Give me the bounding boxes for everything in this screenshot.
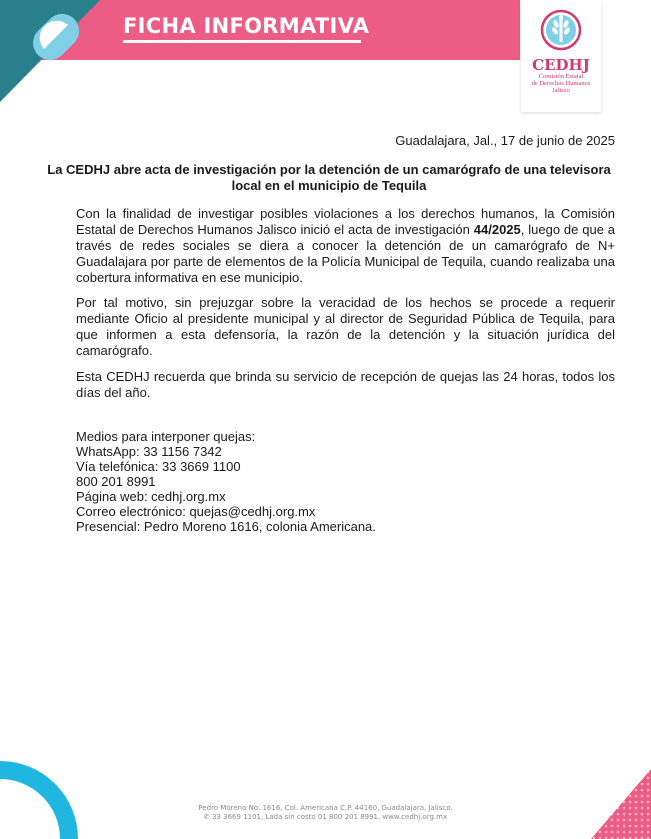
- logo-subtitle-line: Jalisco: [552, 87, 570, 94]
- contact-info: [76, 429, 376, 534]
- logo-subtitle-line: de Derechos Humanos: [531, 80, 591, 87]
- contact-line: WhatsApp: 33 1156 7342: [76, 444, 222, 459]
- footer-line: 33 3669 1101, Lada sin costo 01 800 201 8991. www.cedhj.org.mx: [212, 813, 448, 821]
- cedhj-logo: [521, 0, 601, 112]
- paragraph-intro: Con la finalidad de investigar posibles violaciones a los derechos humanos, la Comisión Estatal de Derechos Humanos Jalisco inició el acta de investigación 44/2025, luego de que a través de redes sociales se diera a conocer la detención de un camarógrafo de N+ Guadalajara por parte de elementos de la Policía Municipal de Tequila, cuando realizaba una cobertura informativa en ese municipio.: [76, 206, 616, 285]
- logo-name: CEDHJ: [532, 56, 590, 74]
- contact-line: Presencial: Pedro Moreno 1616, colonia Americana.: [76, 519, 376, 534]
- title-underline: [123, 40, 361, 43]
- logo-subtitle: [521, 73, 601, 94]
- phone-icon: ✆: [203, 813, 210, 821]
- logo-subtitle-line: Comisión Estatal: [538, 73, 584, 80]
- footer-line: Pedro Moreno No. 1616, Col. Americana C.P. 44160, Guadalajara, Jalisco.: [198, 804, 453, 812]
- contact-line: Medios para interponer quejas:: [76, 429, 256, 444]
- contact-line: Correo electrónico: quejas@cedhj.org.mx: [76, 504, 316, 519]
- corner-decoration-bottom-right: [591, 769, 651, 839]
- footer-address: [0, 804, 651, 822]
- paragraph-action: Por tal motivo, sin prejuzgar sobre la veracidad de los hechos se procede a requerir mediante Oficio al presidente municipal y al director de Seguridad Pública de Tequila, para que informen a esta defensoría, la razón de la detención y la situación jurídica del camarógrafo.: [76, 295, 615, 358]
- headline: La CEDHJ abre acta de investigación por la detención de un camarógrafo de una televisora local en el municipio de Tequila: [47, 162, 611, 193]
- contact-line: 800 201 8991: [76, 474, 156, 489]
- corner-decoration-top-left: [0, 0, 130, 105]
- logo-emblem-icon: [521, 0, 601, 56]
- footer-line-phone: [0, 813, 651, 822]
- page-title: FICHA INFORMATIVA: [123, 14, 370, 38]
- corner-decoration-bottom-left: [0, 759, 90, 839]
- paragraph-service: Esta CEDHJ recuerda que brinda su servicio de recepción de quejas las 24 horas, todos los días del año.: [76, 369, 615, 400]
- document-date: Guadalajara, Jal., 17 de junio de 2025: [395, 133, 615, 148]
- contact-line: Vía telefónica: 33 3669 1100: [76, 459, 241, 474]
- contact-line: Página web: cedhj.org.mx: [76, 489, 226, 504]
